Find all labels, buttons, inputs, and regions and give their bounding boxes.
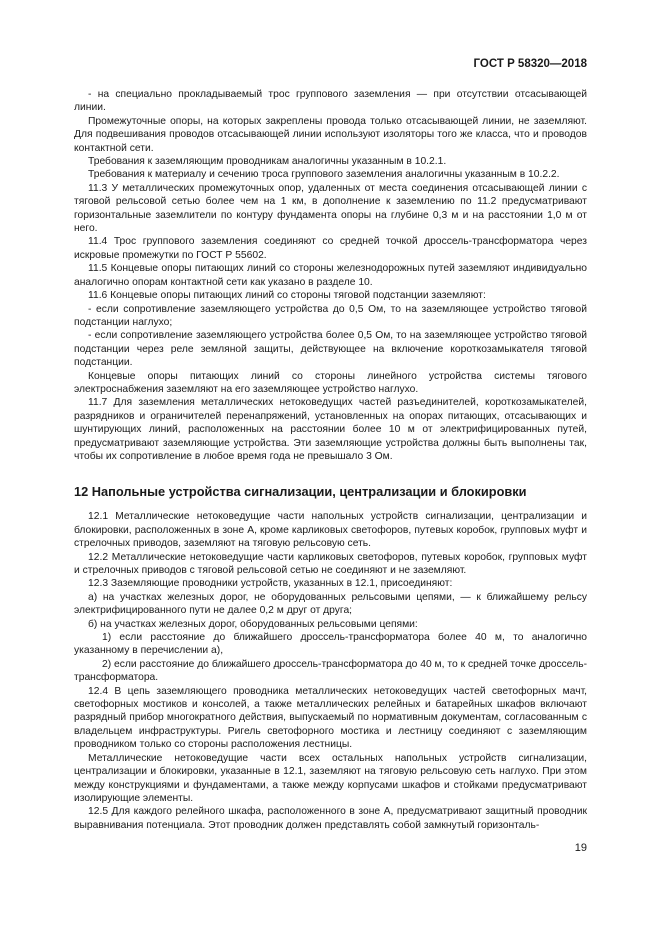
paragraph: 11.3 У металлических промежуточных опор, удаленных от места соединения отсасывающей линии с тяговой рельсовой сетью более чем на 1 км, в дополнение к заземлению по 11.2 предусматривают горизонтальные заземлители по контуру фундамента опоры на глубине 0,3 м и на расстоянии 1,0 м от него. [74,182,587,235]
paragraph: 11.6 Концевые опоры питающих линий со стороны тяговой подстанции заземляют: [88,290,486,302]
paragraph: 12.3 Заземляющие проводники устройств, указанных в 12.1, присоединяют: [88,578,453,590]
paragraph: а) на участках железных дорог, не оборудованных рельсовыми цепями, — к ближайшему рельсу электрифицированного пути не далее 0,2 м друг от друга; [74,591,587,617]
paragraph: 2) если расстояние до ближайшего дроссель-трансформатора до 40 м, то к средней точке дроссель-трансформатора. [74,658,587,684]
document-body [74,88,587,832]
paragraph: 1) если расстояние до ближайшего дроссель-трансформатора более 40 м, то аналогично указанному в перечислении а), [74,632,587,657]
paragraph: 12.1 Металлические нетоковедущие части напольных устройств сигнализации, централизации и блокировки, расположенных в зоне А, кроме карликовых светофоров, путевых коробок, групповых муфт и стрелочных приводов, заземляют на тяговую рельсовую сеть. [74,511,587,550]
paragraph: - на специально прокладываемый трос группового заземления — при отсутствии отсасывающей линии. [74,89,587,114]
paragraph: 12.2 Металлические нетоковедущие части карликовых светофоров, путевых коробок, групповых муфт и стрелочных приводов с тяговой рельсовой сетью не соединяют и не заземляют. [74,551,587,576]
paragraph: 12.5 Для каждого релейного шкафа, расположенного в зоне А, предусматривают защитный проводник выравнивания потенциала. Этот проводник должен представлять собой замкнутый горизонталь- [74,806,587,831]
document-header: ГОСТ Р 58320—2018 [473,58,587,70]
paragraph: - если сопротивление заземляющего устройства более 0,5 Ом, то на заземляющее устройство тяговой подстанции через реле земляной защиты, действующее на включение короткозамыкателя тяговой подстанции. [74,330,587,369]
page-number: 19 [574,842,587,854]
paragraph: Металлические нетоковедущие части всех остальных напольных устройств сигнализации, централизации и блокировки, указанные в 12.1, заземляют на тяговую рельсовую сеть наглухо. При этом между конструкциями и фундаментами, а также между корпусами шкафов и стойками предусматривают изолирующие элементы. [74,752,587,804]
paragraph: Требования к заземляющим проводникам аналогичны указанным в 10.2.1. [88,156,447,168]
paragraph: Промежуточные опоры, на которых закреплены провода только отсасывающей линии, не заземляют. Для подвешивания проводов отсасывающей линии используют изоляторы того же класса, что и проводов контактной сети. [74,115,587,154]
paragraph: - если сопротивление заземляющего устройства до 0,5 Ом, то на заземляющее устройство тяговой подстанции наглухо; [74,303,587,328]
paragraph: 11.4 Трос группового заземления соединяют со средней точкой дроссель-трансформатора через искровые промежутки по ГОСТ Р 55602. [74,236,587,261]
paragraph: 11.5 Концевые опоры питающих линий со стороны железнодорожных путей заземляют индивидуально аналогично опорам контактной сети как указано в разделе 10. [74,263,587,288]
paragraph: Требования к материалу и сечению троса группового заземления аналогичны указанным в 10.2.2. [88,169,560,181]
paragraph: б) на участках железных дорог, оборудованных рельсовыми цепями: [88,618,418,630]
section-heading: 12 Напольные устройства сигнализации, централизации и блокировки [74,484,527,500]
paragraph: 12.4 В цепь заземляющего проводника металлических нетоковедущих частей светофорных мачт, светофорных мостиков и консолей, а также металлических релейных и батарейных шкафов включают разрядный прибор многократного действия, выпускаемый по нормативным документам, согласованным с владельцем инфраструктуры. Ригель светофорного мостика и лестницу соединяют с заземляющим проводником только со стороны расположения лестницы. [74,685,587,751]
paragraph: Концевые опоры питающих линий со стороны линейного устройства системы тягового электроснабжения заземляют на его заземляющее устройство наглухо. [74,370,587,395]
paragraph: 11.7 Для заземления металлических нетоковедущих частей разъединителей, короткозамыкателей, разрядников и ограничителей перенапряжений, установленных на опорах питающих, отсасывающих и шунтирующих линий, расположенных на расстоянии более 10 м от электрифицированных путей, предусматривают заземляющие устройства. Эти заземляющие устройства должны быть выполнены так, чтобы их сопротивление в любое время года не превышало 3 Ом. [74,397,587,462]
